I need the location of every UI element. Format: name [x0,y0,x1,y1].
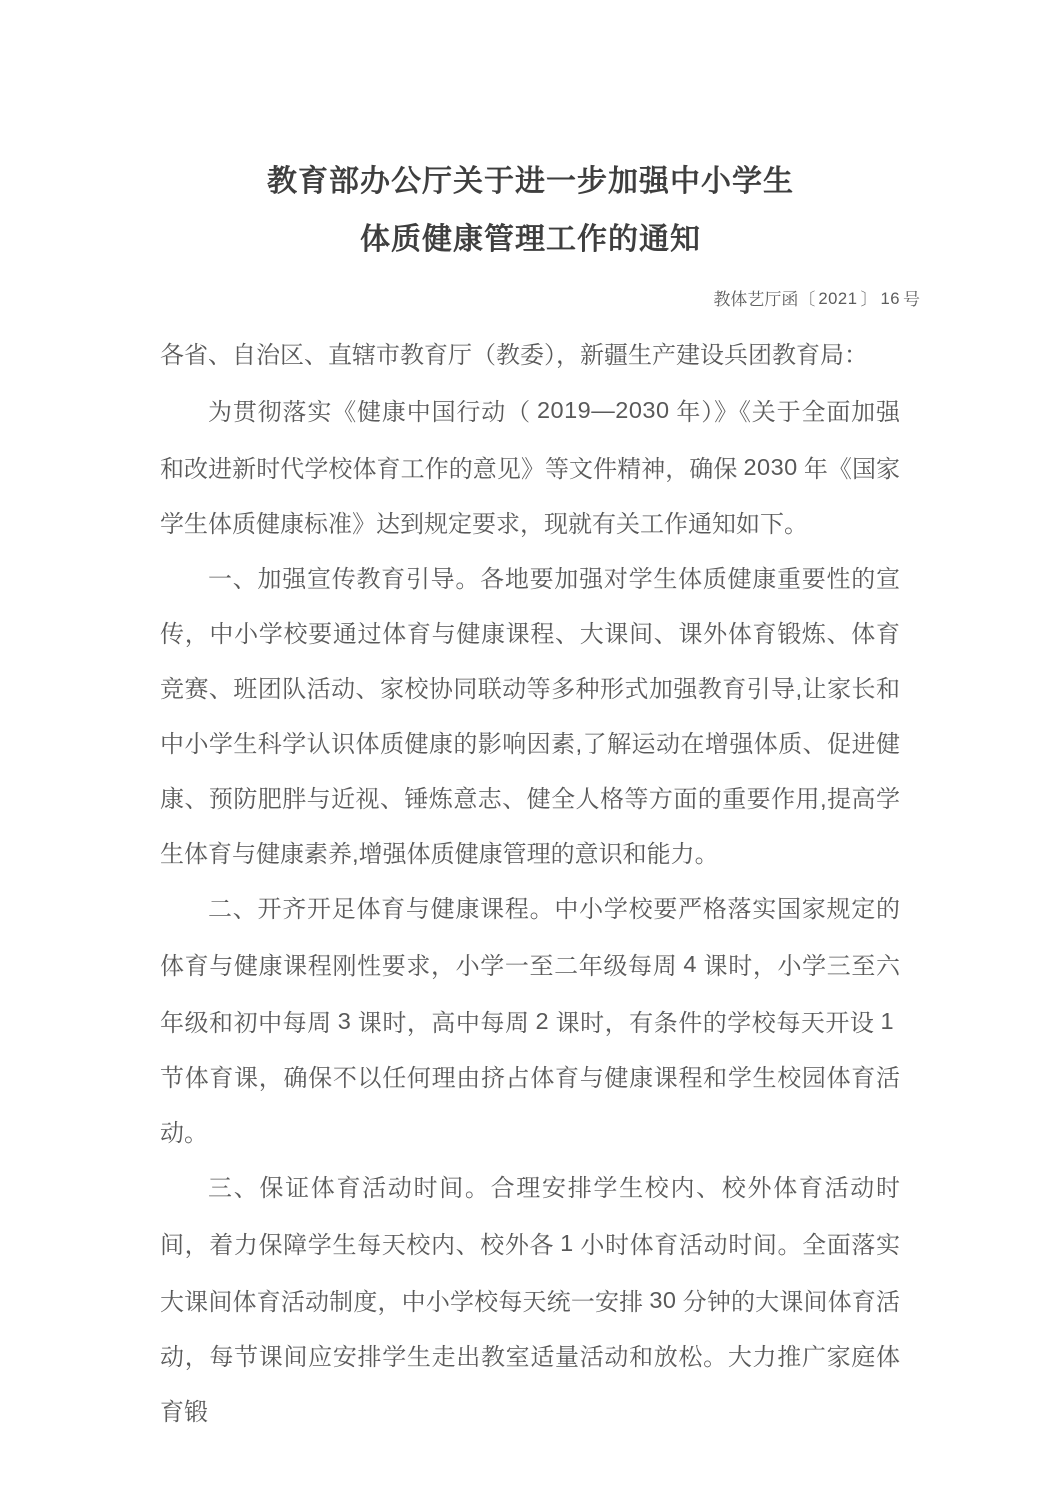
numeral: 2021 [818,289,858,308]
paragraph: 三、保证体育活动时间。合理安排学生校内、校外体育活动时间，着力保障学生每天校内、校外各 1 小时体育活动时间。全面落实大课间体育活动制度，中小学校每天统一安排 30 分钟的大课间体育活动，每节课间应安排学生走出教室适量活动和放松。大力推广家庭体育锻 [160,1175,901,1426]
numeral: 4 [683,951,697,977]
numeral: 1 [880,1008,895,1034]
document-body [160,328,900,1440]
document-title-line1: 教育部办公厅关于进一步加强中小学生 [267,165,794,198]
numeral: 16 [880,289,900,308]
paragraph: 一、加强宣传教育引导。各地要加强对学生体质健康重要性的宣传，中小学校要通过体育与健康课程、大课间、课外体育锻炼、体育竞赛、班团队活动、家校协同联动等多种形式加强教育引导,让家长和中小学生科学认识体质健康的影响因素,了解运动在增强体质、促进健康、预防肥胖与近视、锤炼意志、健全人格等方面的重要作用,提高学生体育与健康素养,增强体质健康管理的意识和能力。 [160,566,900,868]
paragraph: 二、开齐开足体育与健康课程。中小学校要严格落实国家规定的体育与健康课程刚性要求，小学一至二年级每周 4 课时，小学三至六年级和初中每周 3 课时，高中每周 2 课时，有条件的学校每天开设 1节体育课，确保不以任何理由挤占体育与健康课程和学生校园体育活动。 [160,896,900,1147]
document-number: 教体艺厅函〔 2021 〕 16 号 [713,289,920,309]
numeral: 3 [337,1008,352,1034]
numeral: 2019—2030 [536,397,670,423]
numeral: 1 [560,1230,574,1256]
paragraph: 为贯彻落实《健康中国行动（ 2019—2030 年）》《关于全面加强和改进新时代学校体育工作的意见》等文件精神，确保 2030 年《国家学生体质健康标准》达到规定要求，现就有关工作通知如下。 [160,397,901,538]
document-title [0,0,1061,269]
document-title-line2: 体质健康管理工作的通知 [360,223,701,256]
numeral: 30 [649,1287,677,1313]
salutation: 各省、自治区、直辖市教育厅（教委），新疆生产建设兵团教育局： [160,342,868,369]
numeral: 2030 [743,454,798,480]
numeral: 2 [535,1008,550,1034]
